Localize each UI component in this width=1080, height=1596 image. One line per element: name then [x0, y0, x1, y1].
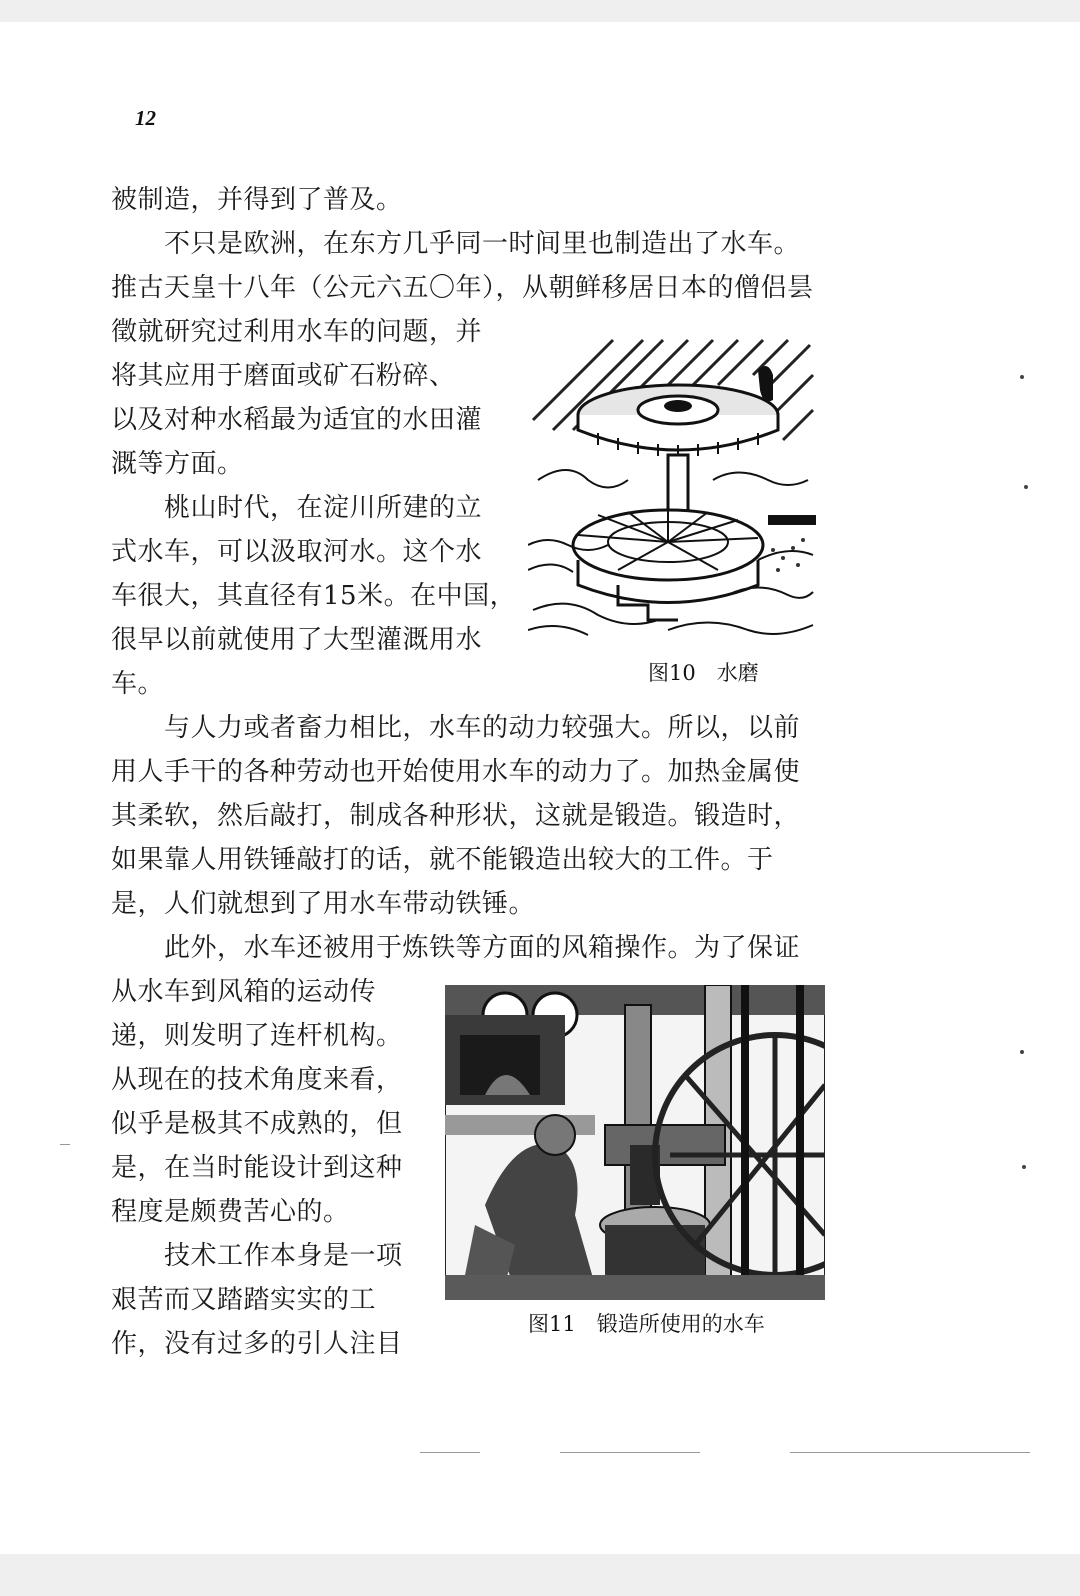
page-number: 12	[135, 106, 156, 130]
figure-10-caption: 图10 水磨	[648, 661, 759, 685]
text-line: 递，则发明了连杆机构。	[111, 1021, 403, 1051]
scan-speck	[1024, 485, 1028, 489]
text-line: 程度是颇费苦心的。	[111, 1197, 350, 1227]
text-line: 是，在当时能设计到这种	[111, 1153, 403, 1183]
scan-line	[560, 1452, 700, 1453]
text-line: 是，人们就想到了用水车带动铁锤。	[111, 889, 536, 919]
scan-speck	[1020, 1050, 1024, 1054]
text-line: 很早以前就使用了大型灌溉用水	[111, 625, 483, 655]
text-line: 作，没有过多的引人注目	[111, 1329, 403, 1359]
scan-line	[420, 1452, 480, 1453]
figure-11-caption: 图11 锻造所使用的水车	[528, 1312, 765, 1336]
text-line: 从水车到风箱的运动传	[111, 977, 377, 1007]
text-line: 用人手干的各种劳动也开始使用水车的动力了。加热金属使	[111, 757, 801, 787]
text-line: 被制造，并得到了普及。	[111, 185, 403, 215]
figure-10-water-mill	[528, 330, 818, 655]
scan-speck	[1020, 375, 1024, 379]
text-line: 如果靠人用铁锤敲打的话，就不能锻造出较大的工件。于	[111, 845, 774, 875]
text-line: 艰苦而又踏踏实实的工	[111, 1285, 377, 1315]
text-line: 技术工作本身是一项	[111, 1241, 403, 1271]
text-line: 与人力或者畜力相比，水车的动力较强大。所以，以前	[111, 713, 801, 743]
text-line: 车很大，其直径有15米。在中国，	[111, 581, 517, 611]
text-line: 式水车，可以汲取河水。这个水	[111, 537, 483, 567]
text-line: 徵就研究过利用水车的问题，并	[111, 317, 483, 347]
scan-speck	[60, 1144, 70, 1145]
text-line: 以及对种水稻最为适宜的水田灌	[111, 405, 483, 435]
text-line: 其柔软，然后敲打，制成各种形状，这就是锻造。锻造时，	[111, 801, 801, 831]
scan-line	[790, 1452, 1030, 1453]
text-line: 溉等方面。	[111, 449, 244, 479]
figure-11-forge-waterwheel	[445, 985, 825, 1300]
text-line: 此外，水车还被用于炼铁等方面的风箱操作。为了保证	[111, 933, 801, 963]
scan-speck	[1022, 1165, 1026, 1169]
text-line: 将其应用于磨面或矿石粉碎、	[111, 361, 456, 391]
text-line: 桃山时代，在淀川所建的立	[111, 493, 483, 523]
text-line: 从现在的技术角度来看，	[111, 1065, 403, 1095]
text-line: 车。	[111, 669, 165, 699]
text-line: 推古天皇十八年（公元六五〇年），从朝鲜移居日本的僧侣昙	[111, 273, 814, 303]
text-line: 不只是欧洲，在东方几乎同一时间里也制造出了水车。	[111, 229, 801, 259]
text-line: 似乎是极其不成熟的，但	[111, 1109, 403, 1139]
